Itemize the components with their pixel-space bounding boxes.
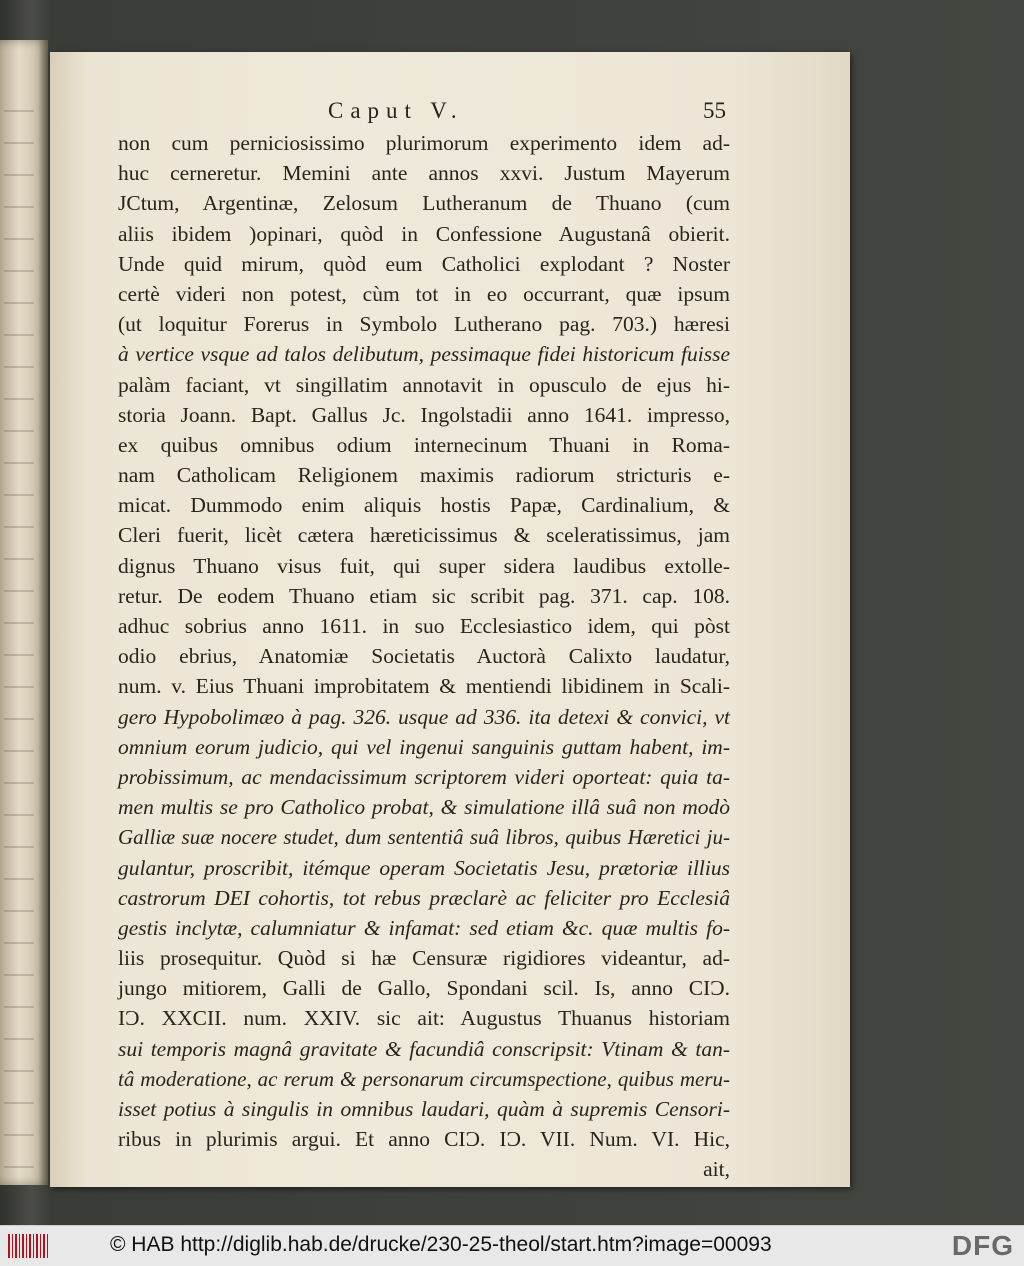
text-line: liis prosequitur. Quòd si hæ Censuræ rigidiores videantur, ad- bbox=[118, 946, 730, 971]
text-line: isset potius à singulis in omnibus laudari, quàm à supremis Censori- bbox=[118, 1097, 730, 1121]
text-line: Galliæ suæ nocere studet, dum sententiâ suâ libros, quibus Hæretici ju- bbox=[118, 825, 730, 850]
text-line: probissimum, ac mendacissimum scriptorem videri oporteat: quia ta- bbox=[118, 764, 730, 789]
text-line: gulantur, proscribit, itémque operam Societatis Jesu, prætoriæ illius bbox=[118, 855, 730, 880]
text-line: huc cerneretur. Memini ante annos xxvi. Justum Mayerum bbox=[118, 161, 730, 186]
text-line: storia Joann. Bapt. Gallus Jc. Ingolstadii anno 1641. impresso, bbox=[118, 402, 730, 427]
footer-source-link[interactable]: © HAB http://diglib.hab.de/drucke/230-25-theol/start.htm?image=00093 bbox=[110, 1233, 772, 1256]
text-line: men multis se pro Catholico probat, & simulatione illâ suâ non modò bbox=[118, 795, 730, 820]
text-line: à vertice vsque ad talos delibutum, pessimaque fidei historicum fuisse bbox=[118, 342, 730, 367]
text-line: gero Hypobolimæo à pag. 326. usque ad 336. ita detexi & convici, vt bbox=[118, 704, 730, 729]
left-page-text-bleed bbox=[4, 110, 34, 1190]
text-line: certè videri non potest, cùm tot in eo occurrant, quæ ipsum bbox=[118, 281, 730, 306]
text-line: sui temporis magnâ gravitate & facundiâ conscripsit: Vtinam & tan- bbox=[118, 1036, 730, 1061]
text-line: nam Catholicam Religionem maximis radiorum stricturis e- bbox=[118, 463, 730, 488]
text-line: IƆ. XXCII. num. XXIV. sic ait: Augustus Thuanus historiam bbox=[118, 1006, 730, 1031]
text-line: adhuc sobrius anno 1611. in suo Ecclesiastico idem, qui pòst bbox=[118, 614, 730, 638]
text-line: dignus Thuano visus fuit, qui super sidera laudibus extolle- bbox=[118, 553, 730, 578]
text-line: odio ebrius, Anatomiæ Societatis Auctorà Calixto laudatur, bbox=[118, 644, 730, 669]
text-line: non cum perniciosissimo plurimorum experimento idem ad- bbox=[118, 131, 730, 155]
dfg-logo[interactable]: DFG bbox=[951, 1230, 1014, 1261]
text-line: (ut loquitur Forerus in Symbolo Lutherano pag. 703.) hæresi bbox=[118, 312, 730, 337]
text-line: retur. De eodem Thuano etiam sic scribit pag. 371. cap. 108. bbox=[118, 583, 730, 608]
text-line: gestis inclytæ, calumniatur & infamat: sed etiam &c. quæ multis fo- bbox=[118, 915, 730, 940]
hab-barcode-icon[interactable] bbox=[8, 1234, 48, 1258]
text-line: ribus in plurimis argui. Et anno CIƆ. IƆ. VII. Num. VI. Hic, bbox=[118, 1127, 730, 1152]
text-line: palàm faciant, vt singillatim annotavit in opusculo de ejus hi- bbox=[118, 372, 730, 397]
page-body-text bbox=[118, 128, 730, 1185]
text-line: omnium eorum judicio, qui vel ingenui sanguinis guttam habent, im- bbox=[118, 734, 730, 759]
left-page-edge bbox=[0, 40, 48, 1185]
text-line: Cleri fuerit, licèt cætera hæreticissimus & sceleratissimus, jam bbox=[118, 523, 730, 548]
text-line: Unde quid mirum, quòd eum Catholici explodant ? Noster bbox=[118, 251, 730, 276]
running-title: Caput V. bbox=[328, 98, 464, 123]
text-line: micat. Dummodo enim aliquis hostis Papæ, Cardinalium, & bbox=[118, 493, 730, 518]
page-number: 55 bbox=[703, 98, 726, 123]
text-line: num. v. Eius Thuani improbitatem & mentiendi libidinem in Scali- bbox=[118, 674, 730, 699]
text-line: jungo mitiorem, Galli de Gallo, Spondani scil. Is, anno CIƆ. bbox=[118, 976, 730, 1001]
footer-bar bbox=[0, 1225, 1024, 1266]
text-line: tâ moderatione, ac rerum & personarum circumspectione, quibus meru- bbox=[118, 1066, 730, 1091]
running-header bbox=[118, 98, 728, 128]
text-line: ex quibus omnibus odium internecinum Thuani in Roma- bbox=[118, 432, 730, 457]
text-line: castrorum DEI cohortis, tot rebus præclarè ac feliciter pro Ecclesiâ bbox=[118, 885, 730, 910]
text-line: aliis ibidem )opinari, quòd in Confessione Augustanâ obierit. bbox=[118, 221, 730, 246]
text-line: JCtum, Argentinæ, Zelosum Lutheranum de Thuano (cum bbox=[118, 191, 730, 216]
catchword: ait, bbox=[703, 1157, 730, 1182]
